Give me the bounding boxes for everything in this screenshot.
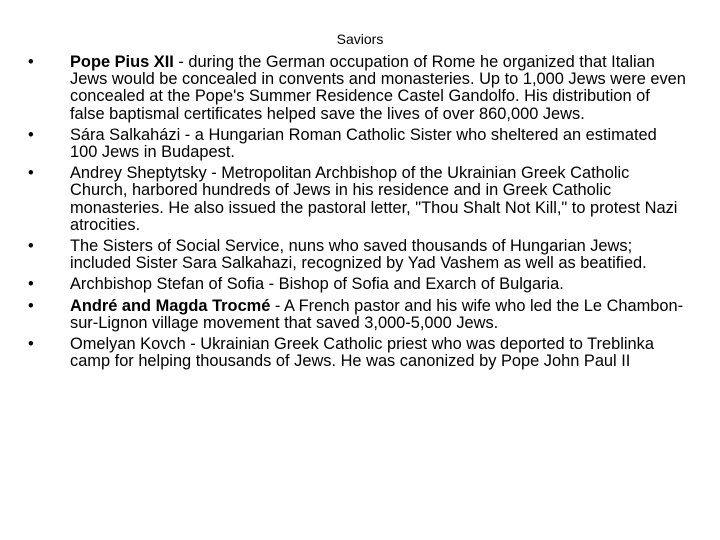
bullet-list [28, 54, 688, 374]
bullet-dot-icon: • [28, 335, 34, 354]
bullet-dot-icon: • [28, 296, 34, 315]
bullet-item [28, 54, 688, 123]
bullet-item [28, 127, 688, 161]
bullet-item [28, 276, 688, 293]
bullet-item [28, 238, 688, 272]
bullet-text: Sára Salkaházi - a Hungarian Roman Catholic Sister who sheltered an estimated 100 Jews in Budapest. [70, 125, 657, 162]
bullet-text: - A French pastor and his wife who led the Le Chambon-sur-Lignon village movement that saved 3,000-5,000 Jews. [70, 296, 684, 332]
bullet-item [28, 336, 688, 370]
bullet-text: Andrey Sheptytsky - Metropolitan Archbishop of the Ukrainian Greek Catholic Church, harbored hundreds of Jews in his residence and in Greek Catholic monasteries. He also issued the pastoral letter, "Thou Shalt Not Kill," to protest Nazi atrocities. [70, 164, 678, 234]
bullet-dot-icon: • [28, 164, 34, 183]
bullet-text: Omelyan Kovch - Ukrainian Greek Catholic priest who was deported to Treblinka camp for helping thousands of Jews. He was canonized by Pope John Paul II [70, 335, 654, 371]
bullet-dot-icon: • [28, 275, 34, 294]
bullet-bold-text: André and Magda Trocmé [70, 296, 271, 315]
bullet-bold-text: Pope Pius XII [70, 53, 174, 71]
bullet-dot-icon: • [28, 53, 34, 71]
bullet-dot-icon: • [28, 237, 34, 256]
bullet-item [28, 298, 688, 332]
bullet-dot-icon: • [28, 125, 34, 144]
bullet-item [28, 165, 688, 234]
bullet-text: Archbishop Stefan of Sofia - Bishop of Sofia and Exarch of Bulgaria. [70, 275, 564, 294]
bullet-text: - during the German occupation of Rome he organized that Italian Jews would be concealed in convents and monasteries. Up to 1,000 Jews were even concealed at the Pope's Summer Residence Castel Gandolfo. His distribution of false baptismal certificates helped save the lives of over 860,000 Jews. [70, 53, 686, 123]
slide-title: Saviors [336, 31, 384, 47]
bullet-text: The Sisters of Social Service, nuns who saved thousands of Hungarian Jews; included Sister Sara Salkahazi, recognized by Yad Vashem as well as beatified. [70, 237, 647, 273]
